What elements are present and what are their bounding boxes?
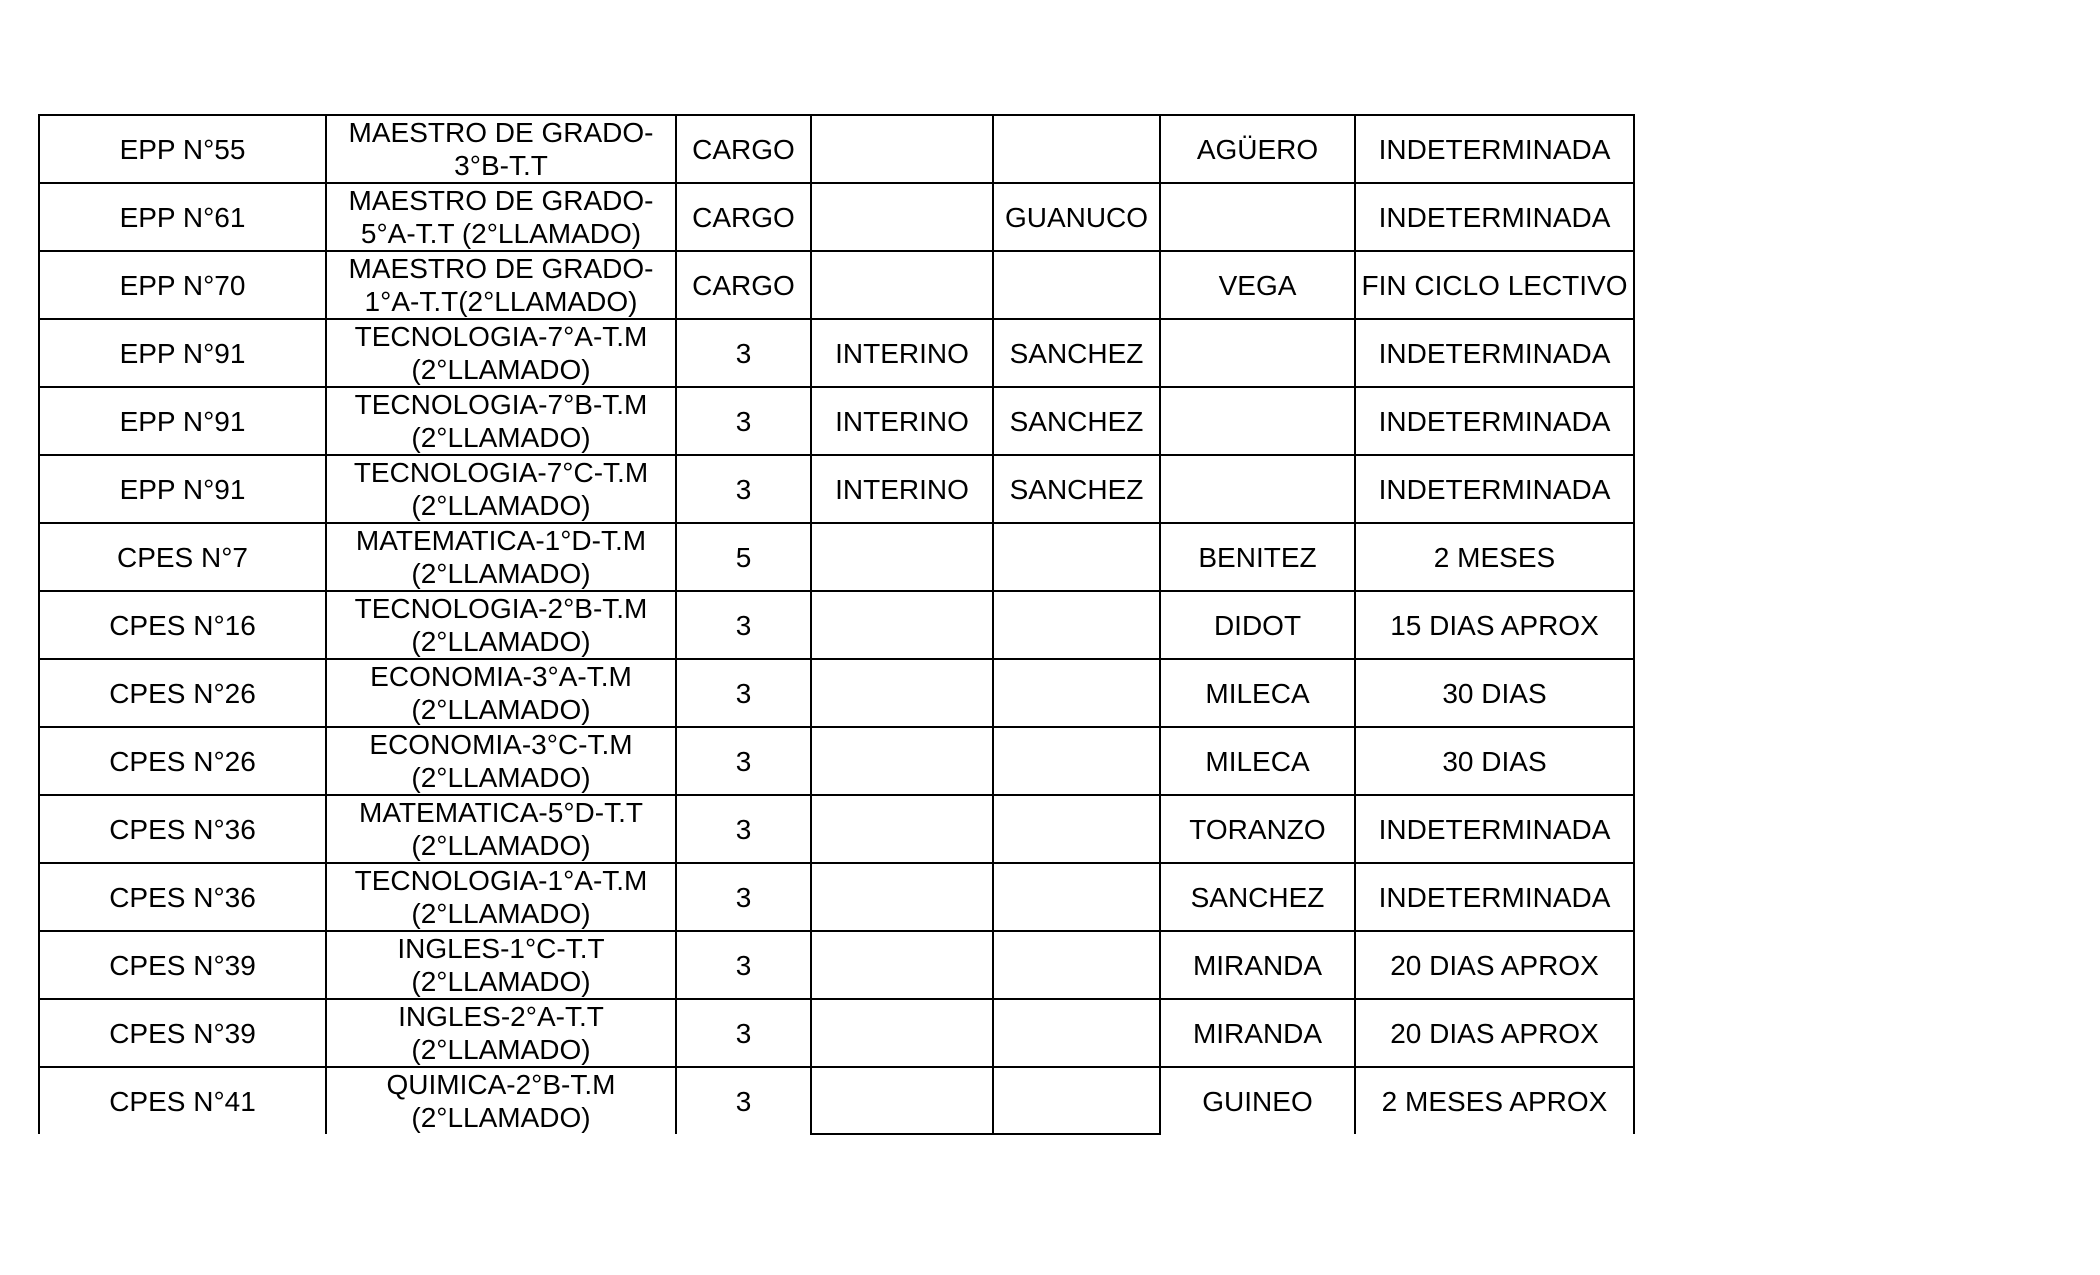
holder-cell: GUANUCO: [993, 183, 1160, 251]
status-cell: [811, 523, 993, 591]
hours-cell: 5: [676, 523, 811, 591]
replacement-cell: AGÜERO: [1160, 115, 1355, 183]
subject-line: TECNOLOGIA-7°A-T.M: [354, 321, 648, 352]
holder-cell: SANCHEZ: [993, 387, 1160, 455]
subject-line: (2°LLAMADO): [411, 1034, 591, 1065]
status-cell: INTERINO: [811, 319, 993, 387]
subject-cell: [326, 387, 676, 455]
status-cell: INTERINO: [811, 387, 993, 455]
table-row: [39, 115, 1634, 183]
replacement-cell: [1160, 319, 1355, 387]
subject-line: ECONOMIA-3°C-T.M: [369, 729, 633, 760]
hours-cell: 3: [676, 659, 811, 727]
duration-cell: INDETERMINADA: [1355, 115, 1634, 183]
hours-cell: 3: [676, 931, 811, 999]
hours-cell: 3: [676, 1067, 811, 1134]
subject-cell: [326, 455, 676, 523]
holder-cell: [993, 659, 1160, 727]
replacement-cell: MIRANDA: [1160, 931, 1355, 999]
table-row: [39, 251, 1634, 319]
table-row: [39, 387, 1634, 455]
hours-cell: 3: [676, 999, 811, 1067]
subject-line: MATEMATICA-5°D-T.T: [359, 797, 643, 828]
duration-cell: 20 DIAS APROX: [1355, 999, 1634, 1067]
holder-cell: [993, 591, 1160, 659]
subject-line: (2°LLAMADO): [411, 354, 591, 385]
table-row: [39, 999, 1634, 1067]
holder-cell: [993, 931, 1160, 999]
school-cell: EPP N°91: [39, 387, 326, 455]
hours-cell: CARGO: [676, 183, 811, 251]
hours-cell: 3: [676, 319, 811, 387]
duration-cell: 2 MESES APROX: [1355, 1067, 1634, 1134]
status-cell: [811, 659, 993, 727]
subject-cell: [326, 795, 676, 863]
duration-cell: 30 DIAS: [1355, 727, 1634, 795]
table-row: [39, 591, 1634, 659]
hours-cell: 3: [676, 863, 811, 931]
duration-cell: FIN CICLO LECTIVO: [1355, 251, 1634, 319]
replacement-cell: TORANZO: [1160, 795, 1355, 863]
school-cell: CPES N°41: [39, 1067, 326, 1134]
subject-line: (2°LLAMADO): [411, 762, 591, 793]
subject-cell: [326, 115, 676, 183]
subject-line: TECNOLOGIA-7°C-T.M: [353, 457, 649, 488]
status-cell: [811, 115, 993, 183]
table-row: [39, 319, 1634, 387]
hours-cell: 3: [676, 591, 811, 659]
subject-line: TECNOLOGIA-2°B-T.M: [354, 593, 648, 624]
replacement-cell: BENITEZ: [1160, 523, 1355, 591]
duration-cell: INDETERMINADA: [1355, 387, 1634, 455]
duration-cell: INDETERMINADA: [1355, 183, 1634, 251]
hours-cell: 3: [676, 387, 811, 455]
subject-cell: [326, 319, 676, 387]
duration-cell: INDETERMINADA: [1355, 863, 1634, 931]
status-cell: [811, 727, 993, 795]
subject-line: 3°B-T.T: [454, 150, 548, 181]
school-cell: CPES N°39: [39, 931, 326, 999]
holder-cell: SANCHEZ: [993, 455, 1160, 523]
school-cell: EPP N°91: [39, 455, 326, 523]
replacement-cell: [1160, 455, 1355, 523]
subject-line: 5°A-T.T (2°LLAMADO): [360, 218, 642, 249]
hours-cell: CARGO: [676, 251, 811, 319]
subject-line: MAESTRO DE GRADO-: [348, 253, 654, 284]
subject-line: ECONOMIA-3°A-T.M: [370, 661, 632, 692]
replacement-cell: MILECA: [1160, 659, 1355, 727]
subject-line: MAESTRO DE GRADO-: [348, 185, 654, 216]
subject-cell: [326, 251, 676, 319]
subject-line: (2°LLAMADO): [411, 966, 591, 997]
table-row: [39, 455, 1634, 523]
subject-line: TECNOLOGIA-7°B-T.M: [354, 389, 648, 420]
school-cell: CPES N°7: [39, 523, 326, 591]
status-cell: [811, 863, 993, 931]
status-cell: [811, 1067, 993, 1134]
table-row: [39, 523, 1634, 591]
status-cell: [811, 183, 993, 251]
replacement-cell: VEGA: [1160, 251, 1355, 319]
duration-cell: 2 MESES: [1355, 523, 1634, 591]
school-cell: CPES N°16: [39, 591, 326, 659]
subject-line: INGLES-2°A-T.T: [398, 1001, 604, 1032]
status-cell: INTERINO: [811, 455, 993, 523]
school-cell: EPP N°55: [39, 115, 326, 183]
holder-cell: [993, 999, 1160, 1067]
table-row: [39, 795, 1634, 863]
subject-cell: [326, 659, 676, 727]
school-cell: CPES N°39: [39, 999, 326, 1067]
subject-line: (2°LLAMADO): [411, 898, 591, 929]
holder-cell: [993, 1067, 1160, 1134]
table-row: [39, 1067, 1634, 1134]
replacement-cell: GUINEO: [1160, 1067, 1355, 1134]
subject-line: MATEMATICA-1°D-T.M: [355, 525, 647, 556]
status-cell: [811, 999, 993, 1067]
subject-line: (2°LLAMADO): [411, 830, 591, 861]
table-row: [39, 863, 1634, 931]
holder-cell: [993, 523, 1160, 591]
replacement-cell: DIDOT: [1160, 591, 1355, 659]
hours-cell: CARGO: [676, 115, 811, 183]
subject-line: MAESTRO DE GRADO-: [348, 117, 654, 148]
subject-cell: [326, 999, 676, 1067]
school-cell: CPES N°26: [39, 727, 326, 795]
school-cell: EPP N°91: [39, 319, 326, 387]
subject-line: (2°LLAMADO): [411, 490, 591, 521]
table-row: [39, 931, 1634, 999]
table-row: [39, 183, 1634, 251]
status-cell: [811, 251, 993, 319]
table-row: [39, 659, 1634, 727]
school-cell: EPP N°61: [39, 183, 326, 251]
status-cell: [811, 931, 993, 999]
school-cell: CPES N°36: [39, 795, 326, 863]
holder-cell: [993, 727, 1160, 795]
duration-cell: INDETERMINADA: [1355, 795, 1634, 863]
subject-cell: [326, 1067, 676, 1134]
replacement-cell: MILECA: [1160, 727, 1355, 795]
subject-line: (2°LLAMADO): [411, 626, 591, 657]
duration-cell: INDETERMINADA: [1355, 319, 1634, 387]
hours-cell: 3: [676, 727, 811, 795]
holder-cell: [993, 251, 1160, 319]
subject-cell: [326, 183, 676, 251]
status-cell: [811, 795, 993, 863]
subject-line: (2°LLAMADO): [411, 694, 591, 725]
subject-cell: [326, 591, 676, 659]
subject-cell: [326, 863, 676, 931]
holder-cell: [993, 795, 1160, 863]
replacement-cell: MIRANDA: [1160, 999, 1355, 1067]
hours-cell: 3: [676, 795, 811, 863]
duration-cell: 20 DIAS APROX: [1355, 931, 1634, 999]
subject-line: (2°LLAMADO): [411, 558, 591, 589]
subject-line: INGLES-1°C-T.T: [397, 933, 605, 964]
subject-line: (2°LLAMADO): [411, 1102, 591, 1133]
subject-line: QUIMICA-2°B-T.M: [386, 1069, 616, 1100]
subject-cell: [326, 931, 676, 999]
duration-cell: 30 DIAS: [1355, 659, 1634, 727]
subject-line: TECNOLOGIA-1°A-T.M: [354, 865, 648, 896]
vacancies-table: [38, 114, 1635, 1135]
replacement-cell: [1160, 183, 1355, 251]
school-cell: CPES N°36: [39, 863, 326, 931]
holder-cell: SANCHEZ: [993, 319, 1160, 387]
school-cell: EPP N°70: [39, 251, 326, 319]
table-row: [39, 727, 1634, 795]
replacement-cell: SANCHEZ: [1160, 863, 1355, 931]
subject-line: 1°A-T.T(2°LLAMADO): [364, 286, 638, 317]
table-body: [39, 115, 1634, 1134]
hours-cell: 3: [676, 455, 811, 523]
holder-cell: [993, 863, 1160, 931]
duration-cell: INDETERMINADA: [1355, 455, 1634, 523]
subject-cell: [326, 727, 676, 795]
subject-line: (2°LLAMADO): [411, 422, 591, 453]
replacement-cell: [1160, 387, 1355, 455]
holder-cell: [993, 115, 1160, 183]
subject-cell: [326, 523, 676, 591]
status-cell: [811, 591, 993, 659]
school-cell: CPES N°26: [39, 659, 326, 727]
duration-cell: 15 DIAS APROX: [1355, 591, 1634, 659]
